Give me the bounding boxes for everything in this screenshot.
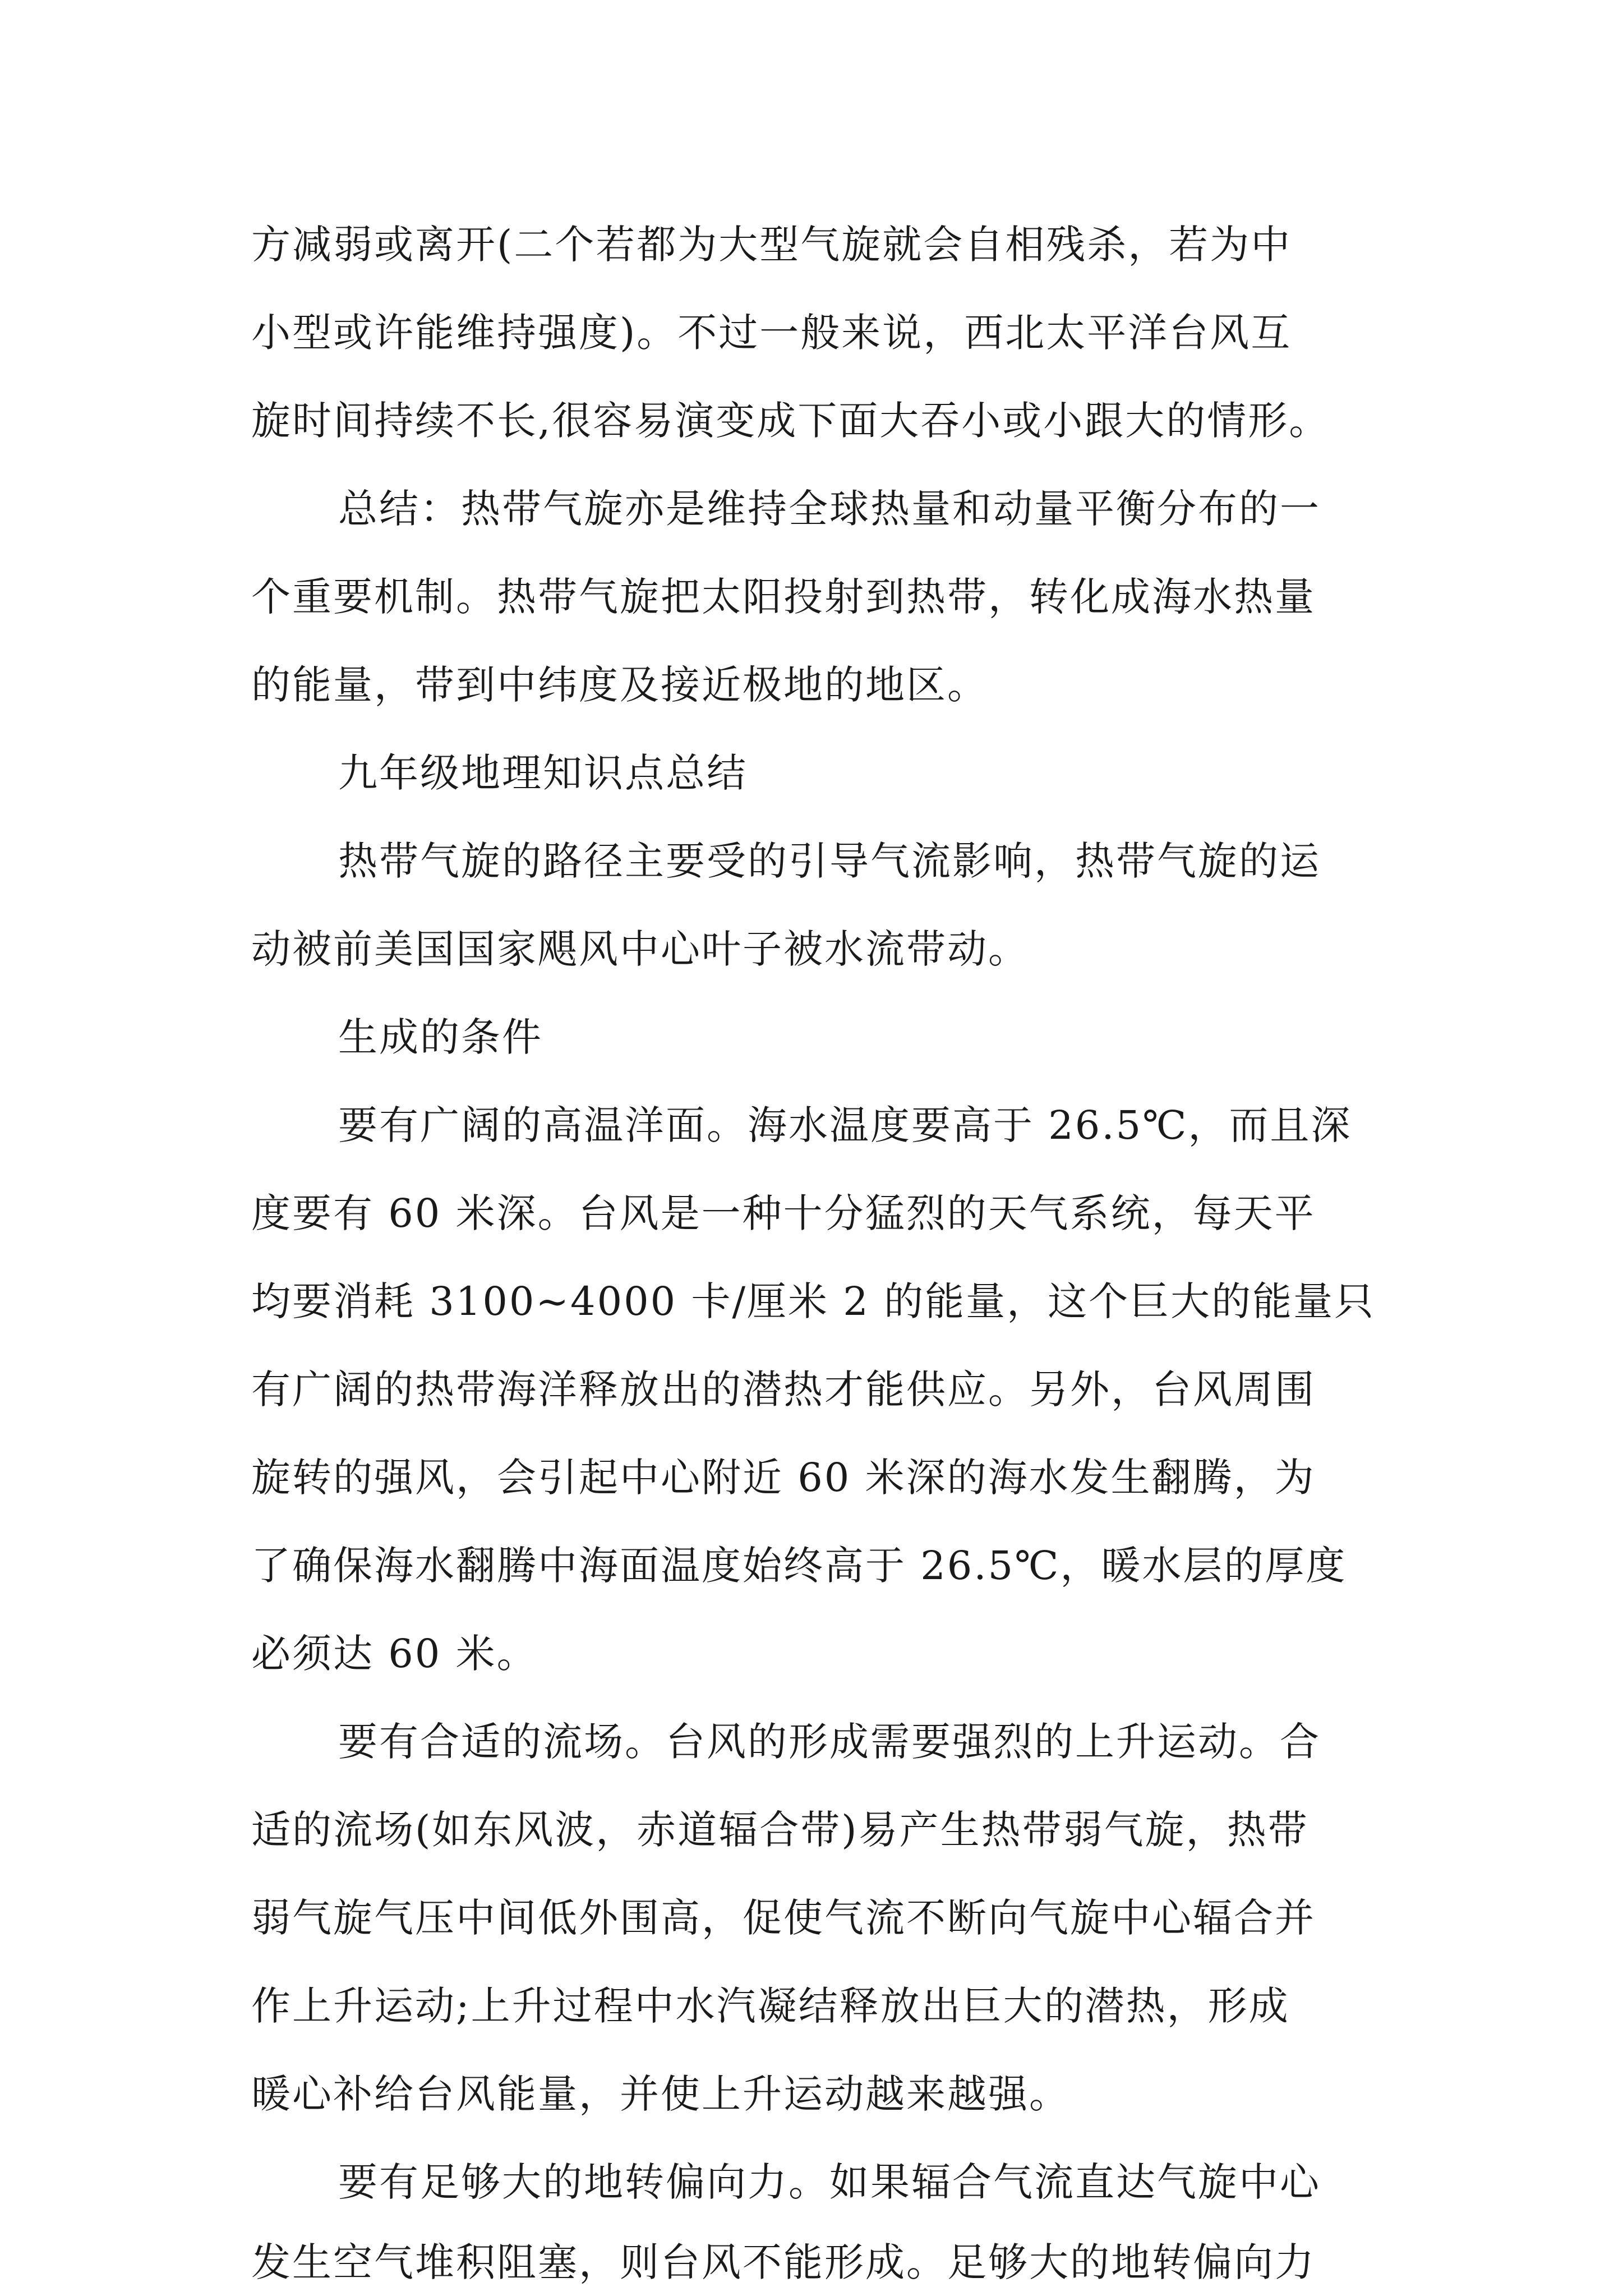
text-line: 要有广阔的高温洋面。海水温度要高于 26.5℃，而且深 xyxy=(338,1102,1352,1148)
text-line: 发生空气堆积阻塞，则台风不能形成。足够大的地转偏向力 xyxy=(251,2239,1316,2285)
text-line: 有广阔的热带海洋释放出的潜热才能供应。另外，台风周围 xyxy=(251,1366,1316,1412)
text-line: 均要消耗 3100~4000 卡/厘米 2 的能量，这个巨大的能量只 xyxy=(251,1278,1376,1324)
text-line: 要有足够大的地转偏向力。如果辐合气流直达气旋中心 xyxy=(338,2159,1321,2205)
text-line: 弱气旋气压中间低外围高，促使气流不断向气旋中心辐合并 xyxy=(251,1895,1316,1941)
text-line: 热带气旋的路径主要受的引导气流影响，热带气旋的运 xyxy=(338,838,1321,884)
text-line: 了确保海水翻腾中海面温度始终高于 26.5℃，暖水层的厚度 xyxy=(251,1543,1347,1589)
text-line: 暖心补给台风能量，并使上升运动越来越强。 xyxy=(251,2071,1070,2117)
text-line: 的能量，带到中纬度及接近极地的地区。 xyxy=(251,662,988,708)
text-line: 动被前美国国家飓风中心叶子被水流带动。 xyxy=(251,926,1029,972)
text-line: 必须达 60 米。 xyxy=(251,1631,538,1677)
text-line: 旋时间持续不长,很容易演变成下面大吞小或小跟大的情形。 xyxy=(251,398,1330,444)
text-line: 要有合适的流场。台风的形成需要强烈的上升运动。合 xyxy=(338,1719,1321,1765)
text-line: 个重要机制。热带气旋把太阳投射到热带，转化成海水热量 xyxy=(251,574,1316,620)
text-line: 小型或许能维持强度)。不过一般来说，西北太平洋台风互 xyxy=(251,310,1292,356)
text-line: 总结：热带气旋亦是维持全球热量和动量平衡分布的一 xyxy=(338,486,1321,532)
text-line: 适的流场(如东风波，赤道辐合带)易产生热带弱气旋，热带 xyxy=(251,1807,1309,1853)
text-line: 度要有 60 米深。台风是一种十分猛烈的天气系统，每天平 xyxy=(251,1190,1316,1236)
section-heading: 九年级地理知识点总结 xyxy=(338,750,748,796)
text-line: 作上升运动;上升过程中水汽凝结释放出巨大的潜热，形成 xyxy=(251,1983,1290,2029)
text-line: 旋转的强风，会引起中心附近 60 米深的海水发生翻腾，为 xyxy=(251,1455,1316,1501)
section-heading: 生成的条件 xyxy=(338,1014,543,1060)
text-line: 方减弱或离开(二个若都为大型气旋就会自相残杀，若为中 xyxy=(251,222,1292,268)
